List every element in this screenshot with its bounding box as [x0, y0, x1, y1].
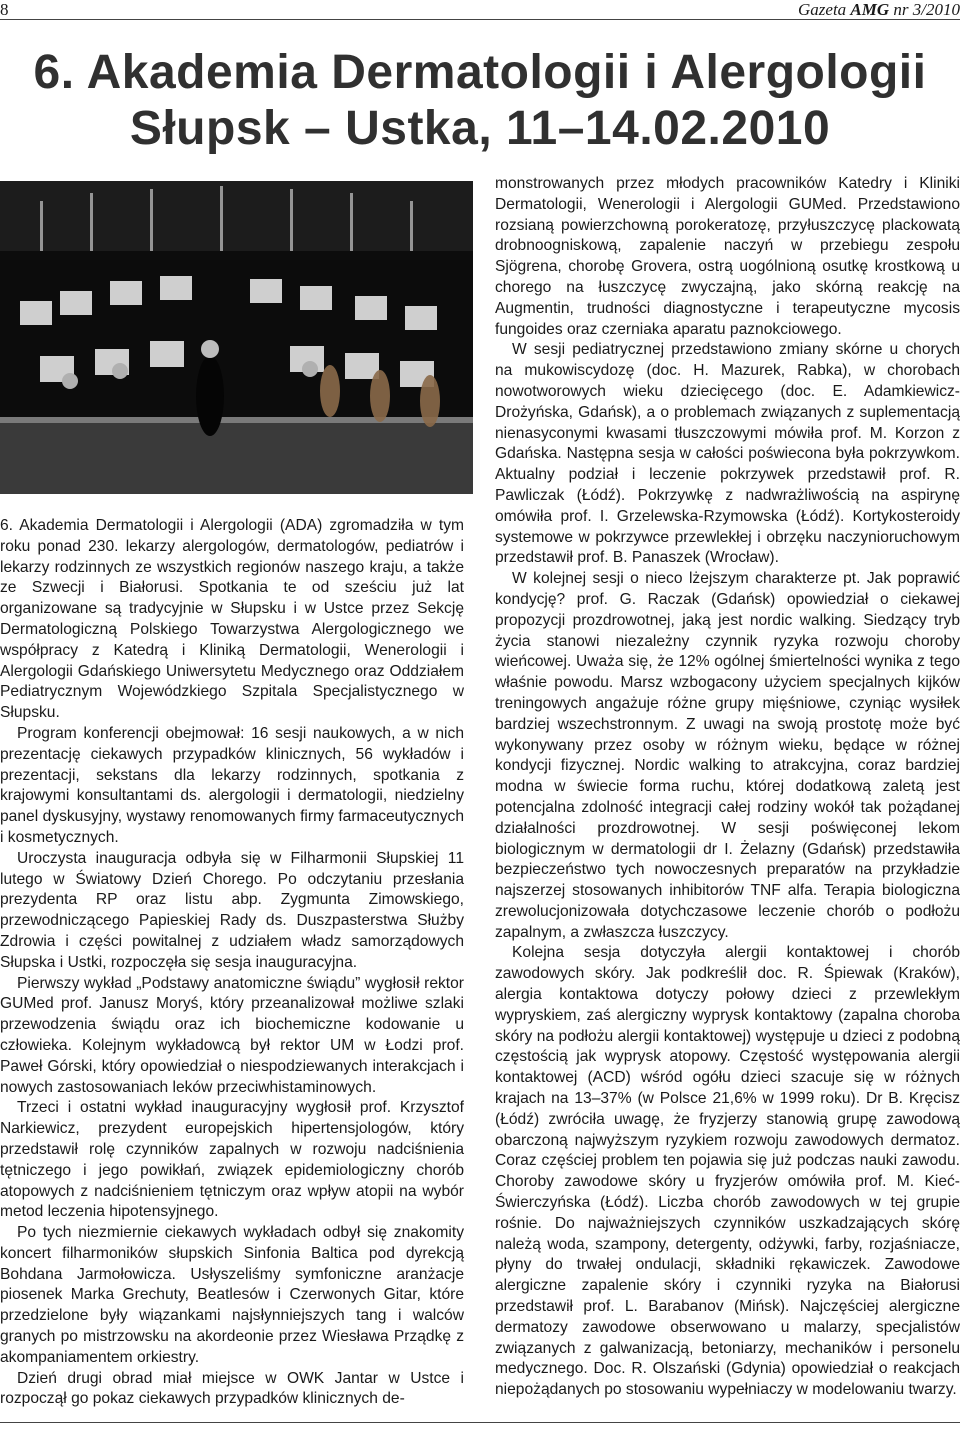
paragraph: Pierwszy wykład „Podstawy anatomiczne świądu” wygłosił rektor GUMed prof. Janusz Moryś, który przeanalizował możliwe szlaki przewodzenia świądu oraz ich biochemiczne kodowanie u człowieka. Kolejnym wykładowcą był rektor UM w Łodzi prof. Paweł Górski, który opowiedział o niespodziewanych interakcjach i nowych zastosowaniach leków przeciwhistaminowych.	[0, 974, 464, 1096]
paragraph: Program konferencji obejmował: 16 sesji naukowych, a w nich prezentację ciekawych przypadków klinicznych, 56 wykładów i prezentacji, sekstans dla lekarzy rodzinnych, spotkania z krajowymi konsultantami ds. alergologii i dermatologii, niedzielny panel dyskusyjny, wystawy renomowanych firmy farmaceutycznych i kosmetycznych.	[0, 724, 464, 846]
footer-rule	[0, 1422, 960, 1423]
header-rule	[0, 19, 960, 20]
article-title-line1: 6. Akademia Dermatologii i Alergologii	[33, 46, 927, 99]
paragraph: Trzeci i ostatni wykład inauguracyjny wygłosił prof. Krzysztof Narkiewicz, prezydent europejskich hipertensjologów, który przedstawił rolę czynników zapalnych w rozwoju nadciśnienia tętniczego i jego powikłań, związek epidemiologiczny chorób atopowych z nadciśnieniem tętniczym oraz wpływ atopii na wybór metod leczenia hipotensyjnego.	[0, 1099, 464, 1221]
paragraph: Kolejna sesja dotyczyła alergii kontaktowej i chorób zawodowych skóry. Jak podkreślił doc. R. Śpiewak (Kraków), alergia kontaktowa dotyczy połowy dzieci z przewlekłym wypryskiem, zaś alergiczny wyprysk kontaktowy (zapalna choroba skóry na podłożu alergii kontaktowej) występuje u dzieci z podobną częstością jak wyprysk atopowy. Częstość występowania alergii kontaktowej (ACD) wśród ogółu dzieci szacuje się w różnych krajach na 13–37% (w Polsce 21,6% w 1999 roku). Dr B. Kręcisz (Łódź) zwróciła uwagę, że fryzjerzy stanowią grupę zawodową obarczoną najwyższym ryzykiem rozwoju zawodowych dermatoz. Coraz częściej problem ten pojawia się już podczas nauki zawodu. Choroby zawodowe skóry u fryzjerów omówiła prof. M. Kieć-Świerczyńska (Łódź). Liczba chorób zawodowych w tej grupie rośnie. Do najważniejszych czynników uszkadzających skórę należą woda, szampony, detergenty, odżywki, farby, rozjaśniacze, płyny do trwałej ondulacji, składniki rękawiczek. Zawodowe alergiczne zapalenie skóry i czynniki ryzyka na Białorusi przedstawił prof. L. Barabanov (Mińsk). Najczęściej alergiczne dermatozy zawodowe obserwowano u malarzy, specjalistów związanych z galwanizacją, betoniarzy, mechaników i personelu medycznego. Doc. R. Olszański (Gdynia) opowiedział o reakcjach niepożądanych po stosowaniu wypełniaczy w modelowaniu twarzy.	[495, 944, 960, 1399]
paragraph: monstrowanych przez młodych pracowników Katedry i Kliniki Dermatologii, Wenerologii i Alergologii GUMed. Przedstawiono rozsianą powierzchowną porokeratozę, przyłuszczycę plackowatą drobnoogniskową, zapalenie naczyń w przebiegu zespołu Sjögrena, chorobę Grovera, ostrą uogólnioną osutkę krostkową u chorego na łuszczycę zwyczajną, jako skórną reakcję na Augmentin, trudności diagnostyczne i terapeutyczne mycosis fungoides oraz czerniaka aparatu paznokciowego.	[495, 175, 960, 338]
journal-name: Gazeta AMG nr 3/2010	[798, 0, 960, 19]
paragraph: W sesji pediatrycznej przedstawiono zmiany skórne u chorych na mukowiscydozę (doc. H. Mazurek, Rabka), w chorobach nowotworowych wieku dziecięcego (doc. E. Adamkiewicz-Drożyńska, Gdańsk), a o problemach związanych z suplementacją nienasyconymi kwasami tłuszczowymi mówiła prof. M. Korzon z Gdańska. Następna sesja w całości poświecona była pokrzywkom. Aktualny podział i leczenie pokrzywek przedstawił prof. R. Pawliczak (Łódź). Pokrzywkę z nadwrażliwością na aspirynę omówiła prof. I. Grzelewska-Rzymowska (Łódź). Kortykosteroidy systemowe w pokrzywce przewlekłej i obrzęku naczynioruchowym przedstawił prof. B. Panaszek (Wrocław).	[495, 341, 960, 567]
article-title-line2: Słupsk – Ustka, 11–14.02.2010	[129, 102, 831, 155]
paragraph: Po tych niezmiernie ciekawych wykładach odbył się znakomity koncert filharmoników słupskich Sinfonia Baltica pod dyrekcją Bohdana Jarmołowicza. Usłyszeliśmy symfoniczne aranżacje piosenek Marka Grechuty, Beatlesów i Czerwonych Gitar, które przedzielone były wiązankami najsłynniejszych tang i walców granych po mistrzowsku na akordeonie przez Wiesława Prządkę z akompaniamentem orkiestry.	[0, 1224, 464, 1366]
left-column	[0, 516, 464, 1410]
orchestra-photo	[0, 181, 473, 494]
paragraph: Uroczysta inauguracja odbyła się w Filharmonii Słupskiej 11 lutego w Światowy Dzień Chorego. Po odczytaniu przesłania prezydenta RP oraz listu abp. Zygmunta Zimowskiego, przewodniczącego Papieskiej Rady ds. Duszpasterstwa Służby Zdrowia i części powitalnej z udziałem władz samorządowych Słupska i Ustki, rozpoczęła się sesja inauguracyjna.	[0, 849, 464, 971]
page-number: 8	[0, 0, 9, 19]
paragraph: W kolejnej sesji o nieco lżejszym charakterze pt. Jak poprawić kondycję? prof. G. Raczak (Gdańsk) opowiedział o ciekawej propozycji prozdrowotnej, jaką jest nordic walking. Siedzący tryb życia stanowi niezależny czynnik ryzyka rozwoju choroby wieńcowej. Uważa się, że 12% ogólnej śmiertelności wynika z tego właśnie powodu. Marsz wzbogacony użyciem specjalnych kijków treningowych angażuje różne grupy mięśniowe, czyniąc wysiłek bardziej wszechstronnym. Z uwagi na swoją prostotę może być wykonywany przez osoby w różnym wieku, będące w różnej kondycji fizycznej. Nordic walking to atrakcyjna, coraz bardziej modna w świecie forma ruchu, której dodatkową zaletą jest potencjalna zdolność integracji całej rodziny wokół tak pożądanej działalności prozdrowotnej. W sesji poświęconej lekom biologicznym w dermatologii dr I. Żelazny (Gdańsk) przedstawiła bezpieczeństwo tych nowoczesnych preparatów na przykładzie najszerzej stosowanych inhibitorów TNF alfa. Terapia biologiczna zrewolucjonizowała dotychczasowe leczenie chorób o podłożu zapalnym, a zwłaszcza łuszczycy.	[495, 570, 960, 941]
paragraph: Dzień drugi obrad miał miejsce w OWK Jantar w Ustce i rozpoczął go pokaz ciekawych przypadków klinicznych de-	[0, 1369, 464, 1408]
right-column	[495, 174, 960, 1401]
paragraph: 6. Akademia Dermatologii i Alergologii (ADA) zgromadziła w tym roku ponad 230. lekarzy alergologów, dermatologów, pediatrów i lekarzy rodzinnych ze wszystkich regionów naszego kraju, a także ze Szwecji i Białorusi. Spotkania te od sześciu już lat organizowane są tradycyjnie w Słupsku i w Ustce przez Sekcję Dermatologiczną Polskiego Towarzystwa Alergologicznego we współpracy z Katedrą i Kliniką Dermatologii, Wenerologii i Alergologii Gdańskiego Uniwersytetu Medycznego oraz Oddziałem Pediatrycznym Wojewódzkiego Szpitala Specjalistycznego w Słupsku.	[0, 517, 464, 722]
